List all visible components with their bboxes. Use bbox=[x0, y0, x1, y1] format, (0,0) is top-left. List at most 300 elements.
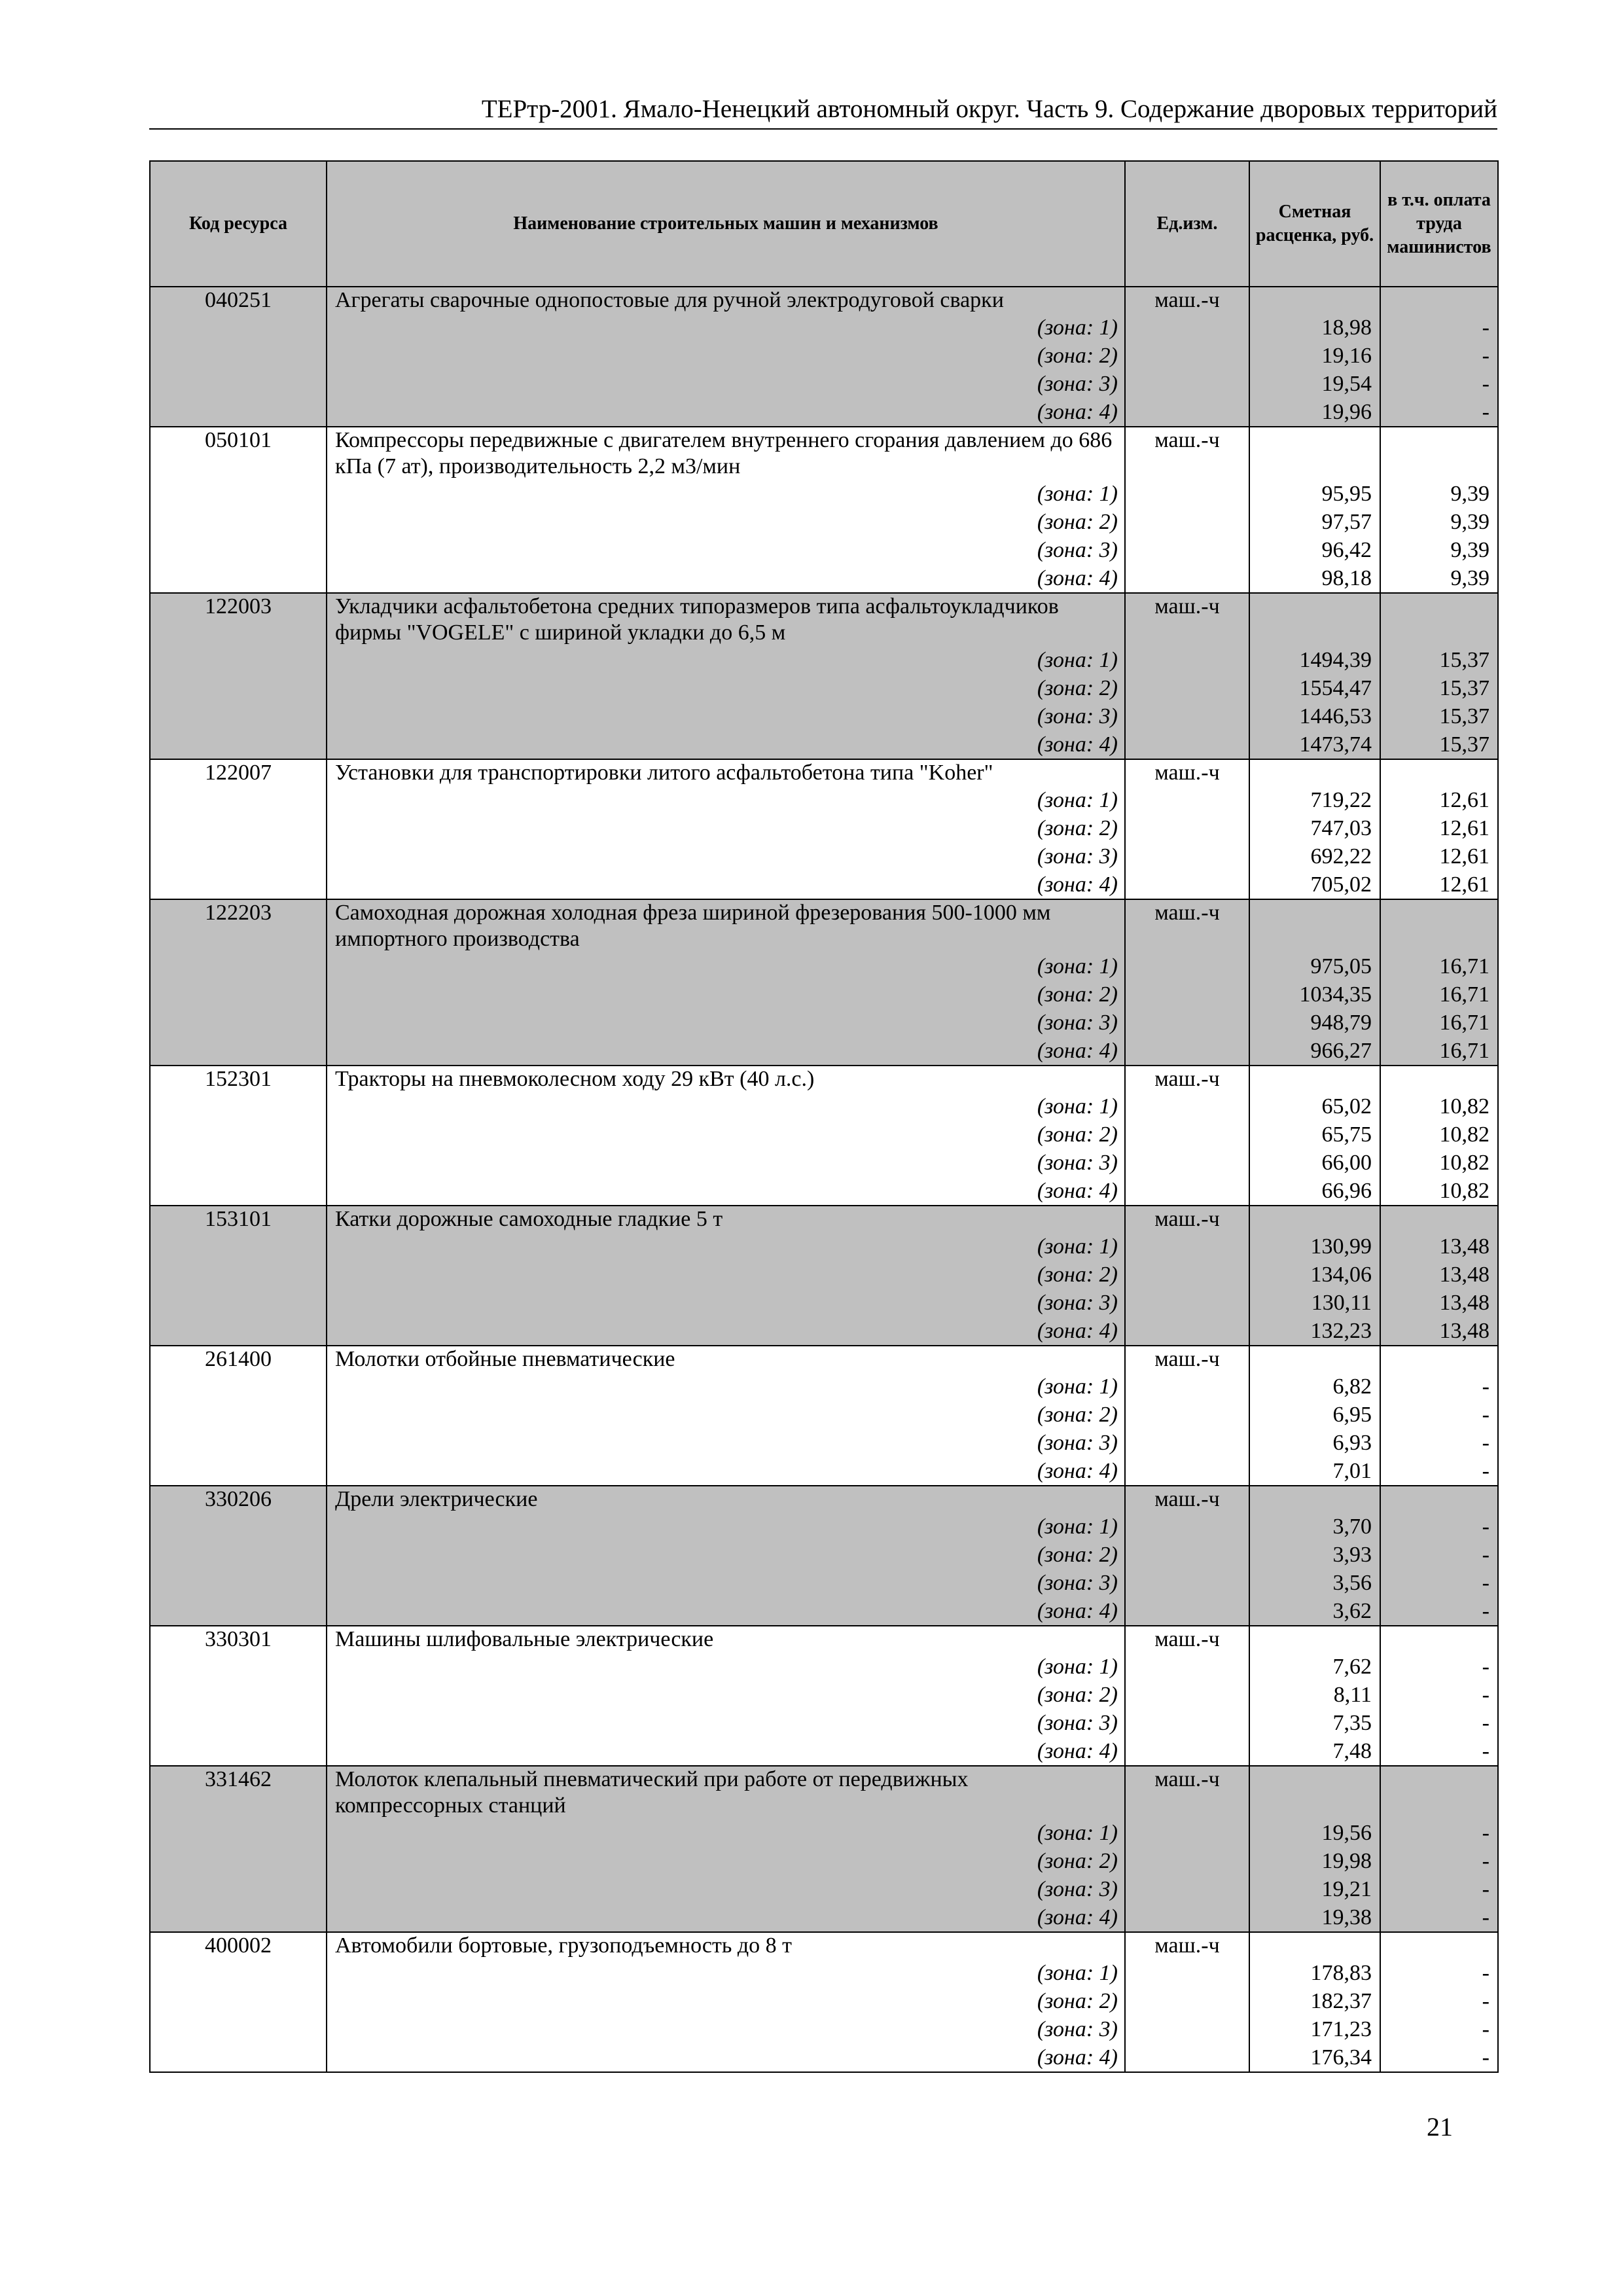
zone-code-empty bbox=[150, 1232, 327, 1261]
resource-name-row bbox=[150, 759, 1498, 786]
zone-unit-empty bbox=[1125, 842, 1249, 870]
resource-name: Установки для транспортировки литого асфальтобетона типа "Koher" bbox=[327, 759, 1125, 786]
zone-code-empty bbox=[150, 1401, 327, 1429]
zone-code-empty bbox=[150, 1429, 327, 1457]
zone-labor: 9,39 bbox=[1380, 480, 1498, 508]
resource-labor-empty bbox=[1380, 1932, 1498, 1959]
zone-code-empty bbox=[150, 1092, 327, 1121]
zone-labor: - bbox=[1380, 1429, 1498, 1457]
resource-price-empty bbox=[1249, 1766, 1380, 1819]
zone-price: 948,79 bbox=[1249, 1009, 1380, 1037]
zone-label: (зона: 1) bbox=[327, 1959, 1125, 1987]
zone-row bbox=[150, 1681, 1498, 1709]
zone-unit-empty bbox=[1125, 1401, 1249, 1429]
zone-code-empty bbox=[150, 1009, 327, 1037]
zone-price: 96,42 bbox=[1249, 536, 1380, 564]
zone-unit-empty bbox=[1125, 1232, 1249, 1261]
resource-code: 153101 bbox=[150, 1206, 327, 1232]
resource-table bbox=[149, 160, 1499, 2073]
resource-name: Компрессоры передвижные с двигателем внутреннего сгорания давлением до 686 кПа (7 ат), производительность 2,2 м3/мин bbox=[327, 427, 1125, 480]
zone-price: 6,95 bbox=[1249, 1401, 1380, 1429]
resource-name: Машины шлифовальные электрические bbox=[327, 1626, 1125, 1653]
zone-code-empty bbox=[150, 1597, 327, 1626]
resource-code: 122003 bbox=[150, 593, 327, 646]
zone-row bbox=[150, 1317, 1498, 1346]
zone-unit-empty bbox=[1125, 702, 1249, 730]
zone-unit-empty bbox=[1125, 674, 1249, 702]
zone-row bbox=[150, 508, 1498, 536]
zone-label: (зона: 4) bbox=[327, 2043, 1125, 2072]
zone-row bbox=[150, 1541, 1498, 1569]
zone-label: (зона: 1) bbox=[327, 1092, 1125, 1121]
resource-name: Автомобили бортовые, грузоподъемность до 8 т bbox=[327, 1932, 1125, 1959]
resource-code: 050101 bbox=[150, 427, 327, 480]
zone-price: 130,99 bbox=[1249, 1232, 1380, 1261]
resource-name: Самоходная дорожная холодная фреза шириной фрезерования 500-1000 мм импортного производства bbox=[327, 899, 1125, 952]
zone-code-empty bbox=[150, 1261, 327, 1289]
zone-code-empty bbox=[150, 1959, 327, 1987]
zone-labor: - bbox=[1380, 1681, 1498, 1709]
resource-price-empty bbox=[1249, 1346, 1380, 1372]
zone-unit-empty bbox=[1125, 870, 1249, 899]
zone-code-empty bbox=[150, 508, 327, 536]
zone-row bbox=[150, 314, 1498, 342]
resource-price-empty bbox=[1249, 427, 1380, 480]
zone-unit-empty bbox=[1125, 564, 1249, 593]
zone-unit-empty bbox=[1125, 370, 1249, 398]
zone-row bbox=[150, 1959, 1498, 1987]
zone-labor: - bbox=[1380, 314, 1498, 342]
zone-labor: 16,71 bbox=[1380, 1037, 1498, 1066]
zone-unit-empty bbox=[1125, 1681, 1249, 1709]
resource-unit: маш.-ч bbox=[1125, 1066, 1249, 1092]
zone-code-empty bbox=[150, 786, 327, 814]
zone-code-empty bbox=[150, 646, 327, 674]
zone-row bbox=[150, 1653, 1498, 1681]
zone-row bbox=[150, 370, 1498, 398]
zone-label: (зона: 4) bbox=[327, 1177, 1125, 1206]
zone-labor: - bbox=[1380, 1875, 1498, 1903]
zone-unit-empty bbox=[1125, 314, 1249, 342]
resource-price-empty bbox=[1249, 899, 1380, 952]
resource-price-empty bbox=[1249, 1066, 1380, 1092]
zone-unit-empty bbox=[1125, 1959, 1249, 1987]
zone-label: (зона: 1) bbox=[327, 1513, 1125, 1541]
zone-unit-empty bbox=[1125, 730, 1249, 759]
resource-name-row bbox=[150, 1346, 1498, 1372]
zone-unit-empty bbox=[1125, 1289, 1249, 1317]
zone-label: (зона: 3) bbox=[327, 1429, 1125, 1457]
zone-unit-empty bbox=[1125, 1037, 1249, 1066]
zone-price: 65,75 bbox=[1249, 1121, 1380, 1149]
zone-label: (зона: 1) bbox=[327, 646, 1125, 674]
zone-label: (зона: 4) bbox=[327, 1737, 1125, 1766]
zone-row bbox=[150, 1092, 1498, 1121]
zone-row bbox=[150, 870, 1498, 899]
resource-group bbox=[150, 593, 1498, 759]
zone-unit-empty bbox=[1125, 1009, 1249, 1037]
zone-label: (зона: 1) bbox=[327, 786, 1125, 814]
zone-row bbox=[150, 2015, 1498, 2043]
zone-unit-empty bbox=[1125, 1737, 1249, 1766]
zone-price: 966,27 bbox=[1249, 1037, 1380, 1066]
zone-label: (зона: 4) bbox=[327, 398, 1125, 427]
zone-price: 975,05 bbox=[1249, 952, 1380, 980]
zone-price: 19,38 bbox=[1249, 1903, 1380, 1932]
zone-unit-empty bbox=[1125, 1149, 1249, 1177]
resource-group bbox=[150, 1206, 1498, 1346]
resource-labor-empty bbox=[1380, 287, 1498, 314]
resource-name: Дрели электрические bbox=[327, 1486, 1125, 1513]
zone-labor: - bbox=[1380, 1401, 1498, 1429]
column-header-code: Код ресурса bbox=[150, 161, 327, 287]
zone-labor: 9,39 bbox=[1380, 564, 1498, 593]
zone-label: (зона: 3) bbox=[327, 1875, 1125, 1903]
resource-price-empty bbox=[1249, 759, 1380, 786]
zone-code-empty bbox=[150, 1289, 327, 1317]
zone-labor: - bbox=[1380, 1819, 1498, 1847]
zone-label: (зона: 2) bbox=[327, 674, 1125, 702]
zone-code-empty bbox=[150, 674, 327, 702]
zone-unit-empty bbox=[1125, 1541, 1249, 1569]
zone-price: 3,62 bbox=[1249, 1597, 1380, 1626]
zone-code-empty bbox=[150, 730, 327, 759]
zone-unit-empty bbox=[1125, 1317, 1249, 1346]
zone-row bbox=[150, 1177, 1498, 1206]
zone-labor: 15,37 bbox=[1380, 730, 1498, 759]
zone-label: (зона: 3) bbox=[327, 1709, 1125, 1737]
resource-name-row bbox=[150, 1626, 1498, 1653]
zone-price: 66,00 bbox=[1249, 1149, 1380, 1177]
resource-labor-empty bbox=[1380, 1626, 1498, 1653]
zone-price: 719,22 bbox=[1249, 786, 1380, 814]
zone-code-empty bbox=[150, 870, 327, 899]
zone-labor: 9,39 bbox=[1380, 536, 1498, 564]
zone-labor: - bbox=[1380, 370, 1498, 398]
zone-labor: - bbox=[1380, 1372, 1498, 1401]
zone-unit-empty bbox=[1125, 814, 1249, 842]
resource-name-row bbox=[150, 1206, 1498, 1232]
zone-row bbox=[150, 1372, 1498, 1401]
zone-unit-empty bbox=[1125, 1513, 1249, 1541]
zone-unit-empty bbox=[1125, 1653, 1249, 1681]
zone-price: 1494,39 bbox=[1249, 646, 1380, 674]
zone-code-empty bbox=[150, 536, 327, 564]
resource-labor-empty bbox=[1380, 1766, 1498, 1819]
zone-row bbox=[150, 1429, 1498, 1457]
zone-row bbox=[150, 342, 1498, 370]
column-header-price: Сметная расценка, руб. bbox=[1249, 161, 1380, 287]
zone-price: 3,56 bbox=[1249, 1569, 1380, 1597]
resource-name: Молоток клепальный пневматический при работе от передвижных компрессорных станций bbox=[327, 1766, 1125, 1819]
zone-code-empty bbox=[150, 1457, 327, 1486]
zone-labor: - bbox=[1380, 1541, 1498, 1569]
zone-price: 19,54 bbox=[1249, 370, 1380, 398]
zone-unit-empty bbox=[1125, 786, 1249, 814]
resource-code: 122203 bbox=[150, 899, 327, 952]
zone-price: 1473,74 bbox=[1249, 730, 1380, 759]
resource-name-row bbox=[150, 1066, 1498, 1092]
zone-row bbox=[150, 480, 1498, 508]
zone-price: 65,02 bbox=[1249, 1092, 1380, 1121]
resource-name: Агрегаты сварочные однопостовые для ручной электродуговой сварки bbox=[327, 287, 1125, 314]
zone-labor: 15,37 bbox=[1380, 674, 1498, 702]
resource-unit: маш.-ч bbox=[1125, 1626, 1249, 1653]
zone-price: 7,62 bbox=[1249, 1653, 1380, 1681]
zone-label: (зона: 4) bbox=[327, 870, 1125, 899]
zone-label: (зона: 2) bbox=[327, 1401, 1125, 1429]
zone-label: (зона: 3) bbox=[327, 1009, 1125, 1037]
resource-group bbox=[150, 1766, 1498, 1932]
zone-labor: 10,82 bbox=[1380, 1121, 1498, 1149]
zone-unit-empty bbox=[1125, 1121, 1249, 1149]
zone-labor: 16,71 bbox=[1380, 952, 1498, 980]
zone-price: 1034,35 bbox=[1249, 980, 1380, 1009]
zone-label: (зона: 2) bbox=[327, 980, 1125, 1009]
zone-code-empty bbox=[150, 1541, 327, 1569]
zone-unit-empty bbox=[1125, 1903, 1249, 1932]
resource-group bbox=[150, 1346, 1498, 1486]
zone-unit-empty bbox=[1125, 2015, 1249, 2043]
resource-name-row bbox=[150, 593, 1498, 646]
zone-price: 8,11 bbox=[1249, 1681, 1380, 1709]
page-number: 21 bbox=[1427, 2112, 1453, 2142]
zone-labor: 10,82 bbox=[1380, 1149, 1498, 1177]
resource-unit: маш.-ч bbox=[1125, 287, 1249, 314]
zone-code-empty bbox=[150, 814, 327, 842]
zone-price: 95,95 bbox=[1249, 480, 1380, 508]
resource-price-empty bbox=[1249, 1486, 1380, 1513]
zone-label: (зона: 1) bbox=[327, 314, 1125, 342]
zone-labor: 13,48 bbox=[1380, 1289, 1498, 1317]
zone-labor: - bbox=[1380, 398, 1498, 427]
zone-unit-empty bbox=[1125, 1261, 1249, 1289]
resource-group bbox=[150, 1932, 1498, 2072]
zone-code-empty bbox=[150, 1709, 327, 1737]
resource-labor-empty bbox=[1380, 759, 1498, 786]
zone-code-empty bbox=[150, 1149, 327, 1177]
zone-label: (зона: 4) bbox=[327, 1597, 1125, 1626]
resource-group bbox=[150, 287, 1498, 427]
zone-price: 134,06 bbox=[1249, 1261, 1380, 1289]
zone-price: 3,70 bbox=[1249, 1513, 1380, 1541]
zone-label: (зона: 3) bbox=[327, 1289, 1125, 1317]
resource-labor-empty bbox=[1380, 593, 1498, 646]
zone-labor: 16,71 bbox=[1380, 980, 1498, 1009]
zone-labor: - bbox=[1380, 2015, 1498, 2043]
resource-unit: маш.-ч bbox=[1125, 427, 1249, 480]
zone-label: (зона: 3) bbox=[327, 2015, 1125, 2043]
zone-label: (зона: 2) bbox=[327, 1541, 1125, 1569]
zone-labor: 12,61 bbox=[1380, 870, 1498, 899]
resource-unit: маш.-ч bbox=[1125, 1486, 1249, 1513]
zone-row bbox=[150, 1232, 1498, 1261]
zone-code-empty bbox=[150, 1987, 327, 2015]
zone-price: 19,96 bbox=[1249, 398, 1380, 427]
zone-price: 1446,53 bbox=[1249, 702, 1380, 730]
zone-label: (зона: 2) bbox=[327, 1681, 1125, 1709]
resource-group bbox=[150, 1486, 1498, 1626]
zone-price: 3,93 bbox=[1249, 1541, 1380, 1569]
zone-labor: - bbox=[1380, 2043, 1498, 2072]
zone-label: (зона: 3) bbox=[327, 370, 1125, 398]
zone-row bbox=[150, 1847, 1498, 1875]
resource-group bbox=[150, 1066, 1498, 1206]
zone-label: (зона: 1) bbox=[327, 1372, 1125, 1401]
zone-price: 171,23 bbox=[1249, 2015, 1380, 2043]
resource-labor-empty bbox=[1380, 1206, 1498, 1232]
zone-label: (зона: 4) bbox=[327, 564, 1125, 593]
zone-code-empty bbox=[150, 2043, 327, 2072]
zone-label: (зона: 3) bbox=[327, 1569, 1125, 1597]
zone-price: 132,23 bbox=[1249, 1317, 1380, 1346]
zone-code-empty bbox=[150, 1372, 327, 1401]
zone-label: (зона: 4) bbox=[327, 1037, 1125, 1066]
zone-labor: - bbox=[1380, 1737, 1498, 1766]
zone-code-empty bbox=[150, 480, 327, 508]
zone-unit-empty bbox=[1125, 1457, 1249, 1486]
zone-row bbox=[150, 674, 1498, 702]
zone-code-empty bbox=[150, 2015, 327, 2043]
zone-code-empty bbox=[150, 342, 327, 370]
zone-price: 7,35 bbox=[1249, 1709, 1380, 1737]
zone-row bbox=[150, 1875, 1498, 1903]
zone-code-empty bbox=[150, 1037, 327, 1066]
zone-label: (зона: 4) bbox=[327, 1457, 1125, 1486]
zone-unit-empty bbox=[1125, 952, 1249, 980]
resource-unit: маш.-ч bbox=[1125, 899, 1249, 952]
zone-code-empty bbox=[150, 564, 327, 593]
zone-price: 19,98 bbox=[1249, 1847, 1380, 1875]
resource-name-row bbox=[150, 1486, 1498, 1513]
resource-code: 122007 bbox=[150, 759, 327, 786]
zone-row bbox=[150, 814, 1498, 842]
zone-row bbox=[150, 952, 1498, 980]
zone-row bbox=[150, 536, 1498, 564]
zone-code-empty bbox=[150, 1653, 327, 1681]
zone-label: (зона: 1) bbox=[327, 1819, 1125, 1847]
zone-code-empty bbox=[150, 1903, 327, 1932]
zone-row bbox=[150, 1009, 1498, 1037]
resource-unit: маш.-ч bbox=[1125, 1766, 1249, 1819]
zone-row bbox=[150, 1987, 1498, 2015]
zone-unit-empty bbox=[1125, 1987, 1249, 2015]
zone-labor: - bbox=[1380, 1513, 1498, 1541]
resource-labor-empty bbox=[1380, 1486, 1498, 1513]
zone-row bbox=[150, 1819, 1498, 1847]
zone-price: 7,01 bbox=[1249, 1457, 1380, 1486]
zone-price: 19,56 bbox=[1249, 1819, 1380, 1847]
resource-code: 331462 bbox=[150, 1766, 327, 1819]
zone-price: 692,22 bbox=[1249, 842, 1380, 870]
zone-unit-empty bbox=[1125, 1709, 1249, 1737]
zone-label: (зона: 2) bbox=[327, 342, 1125, 370]
resource-name: Укладчики асфальтобетона средних типоразмеров типа асфальтоукладчиков фирмы "VOGELE" с шириной укладки до 6,5 м bbox=[327, 593, 1125, 646]
zone-label: (зона: 3) bbox=[327, 842, 1125, 870]
zone-unit-empty bbox=[1125, 480, 1249, 508]
zone-price: 705,02 bbox=[1249, 870, 1380, 899]
zone-row bbox=[150, 1401, 1498, 1429]
zone-unit-empty bbox=[1125, 1819, 1249, 1847]
resource-code: 330301 bbox=[150, 1626, 327, 1653]
resource-labor-empty bbox=[1380, 1346, 1498, 1372]
zone-label: (зона: 2) bbox=[327, 1261, 1125, 1289]
resource-unit: маш.-ч bbox=[1125, 593, 1249, 646]
zone-unit-empty bbox=[1125, 342, 1249, 370]
zone-code-empty bbox=[150, 952, 327, 980]
zone-price: 18,98 bbox=[1249, 314, 1380, 342]
zone-code-empty bbox=[150, 702, 327, 730]
zone-unit-empty bbox=[1125, 980, 1249, 1009]
zone-label: (зона: 4) bbox=[327, 730, 1125, 759]
zone-unit-empty bbox=[1125, 1597, 1249, 1626]
zone-unit-empty bbox=[1125, 536, 1249, 564]
zone-label: (зона: 2) bbox=[327, 1847, 1125, 1875]
zone-unit-empty bbox=[1125, 398, 1249, 427]
zone-code-empty bbox=[150, 1177, 327, 1206]
zone-row bbox=[150, 1037, 1498, 1066]
resource-name-row bbox=[150, 427, 1498, 480]
zone-price: 98,18 bbox=[1249, 564, 1380, 593]
resource-labor-empty bbox=[1380, 1066, 1498, 1092]
zone-label: (зона: 1) bbox=[327, 1232, 1125, 1261]
zone-unit-empty bbox=[1125, 1429, 1249, 1457]
zone-code-empty bbox=[150, 1569, 327, 1597]
zone-row bbox=[150, 1569, 1498, 1597]
page-header: ТЕРтр-2001. Ямало-Ненецкий автономный округ. Часть 9. Содержание дворовых территорий bbox=[149, 90, 1497, 130]
zone-label: (зона: 2) bbox=[327, 814, 1125, 842]
resource-group bbox=[150, 899, 1498, 1066]
zone-price: 66,96 bbox=[1249, 1177, 1380, 1206]
resource-code: 261400 bbox=[150, 1346, 327, 1372]
zone-row bbox=[150, 564, 1498, 593]
zone-labor: - bbox=[1380, 1709, 1498, 1737]
zone-row bbox=[150, 1903, 1498, 1932]
zone-labor: 16,71 bbox=[1380, 1009, 1498, 1037]
resource-code: 400002 bbox=[150, 1932, 327, 1959]
zone-price: 19,16 bbox=[1249, 342, 1380, 370]
zone-labor: 12,61 bbox=[1380, 786, 1498, 814]
zone-label: (зона: 2) bbox=[327, 1121, 1125, 1149]
zone-label: (зона: 3) bbox=[327, 536, 1125, 564]
zone-row bbox=[150, 1597, 1498, 1626]
zone-price: 178,83 bbox=[1249, 1959, 1380, 1987]
zone-row bbox=[150, 1513, 1498, 1541]
zone-label: (зона: 1) bbox=[327, 952, 1125, 980]
column-header-unit: Ед.изм. bbox=[1125, 161, 1249, 287]
zone-row bbox=[150, 1261, 1498, 1289]
zone-code-empty bbox=[150, 980, 327, 1009]
zone-unit-empty bbox=[1125, 508, 1249, 536]
zone-price: 176,34 bbox=[1249, 2043, 1380, 2072]
zone-price: 19,21 bbox=[1249, 1875, 1380, 1903]
zone-labor: - bbox=[1380, 1959, 1498, 1987]
zone-row bbox=[150, 980, 1498, 1009]
zone-price: 7,48 bbox=[1249, 1737, 1380, 1766]
zone-labor: - bbox=[1380, 1457, 1498, 1486]
zone-price: 6,82 bbox=[1249, 1372, 1380, 1401]
zone-price: 130,11 bbox=[1249, 1289, 1380, 1317]
zone-code-empty bbox=[150, 1875, 327, 1903]
zone-price: 1554,47 bbox=[1249, 674, 1380, 702]
zone-labor: 13,48 bbox=[1380, 1232, 1498, 1261]
resource-name: Молотки отбойные пневматические bbox=[327, 1346, 1125, 1372]
resource-code: 040251 bbox=[150, 287, 327, 314]
zone-labor: - bbox=[1380, 1903, 1498, 1932]
table-header-row bbox=[150, 161, 1498, 287]
zone-code-empty bbox=[150, 1737, 327, 1766]
zone-price: 97,57 bbox=[1249, 508, 1380, 536]
